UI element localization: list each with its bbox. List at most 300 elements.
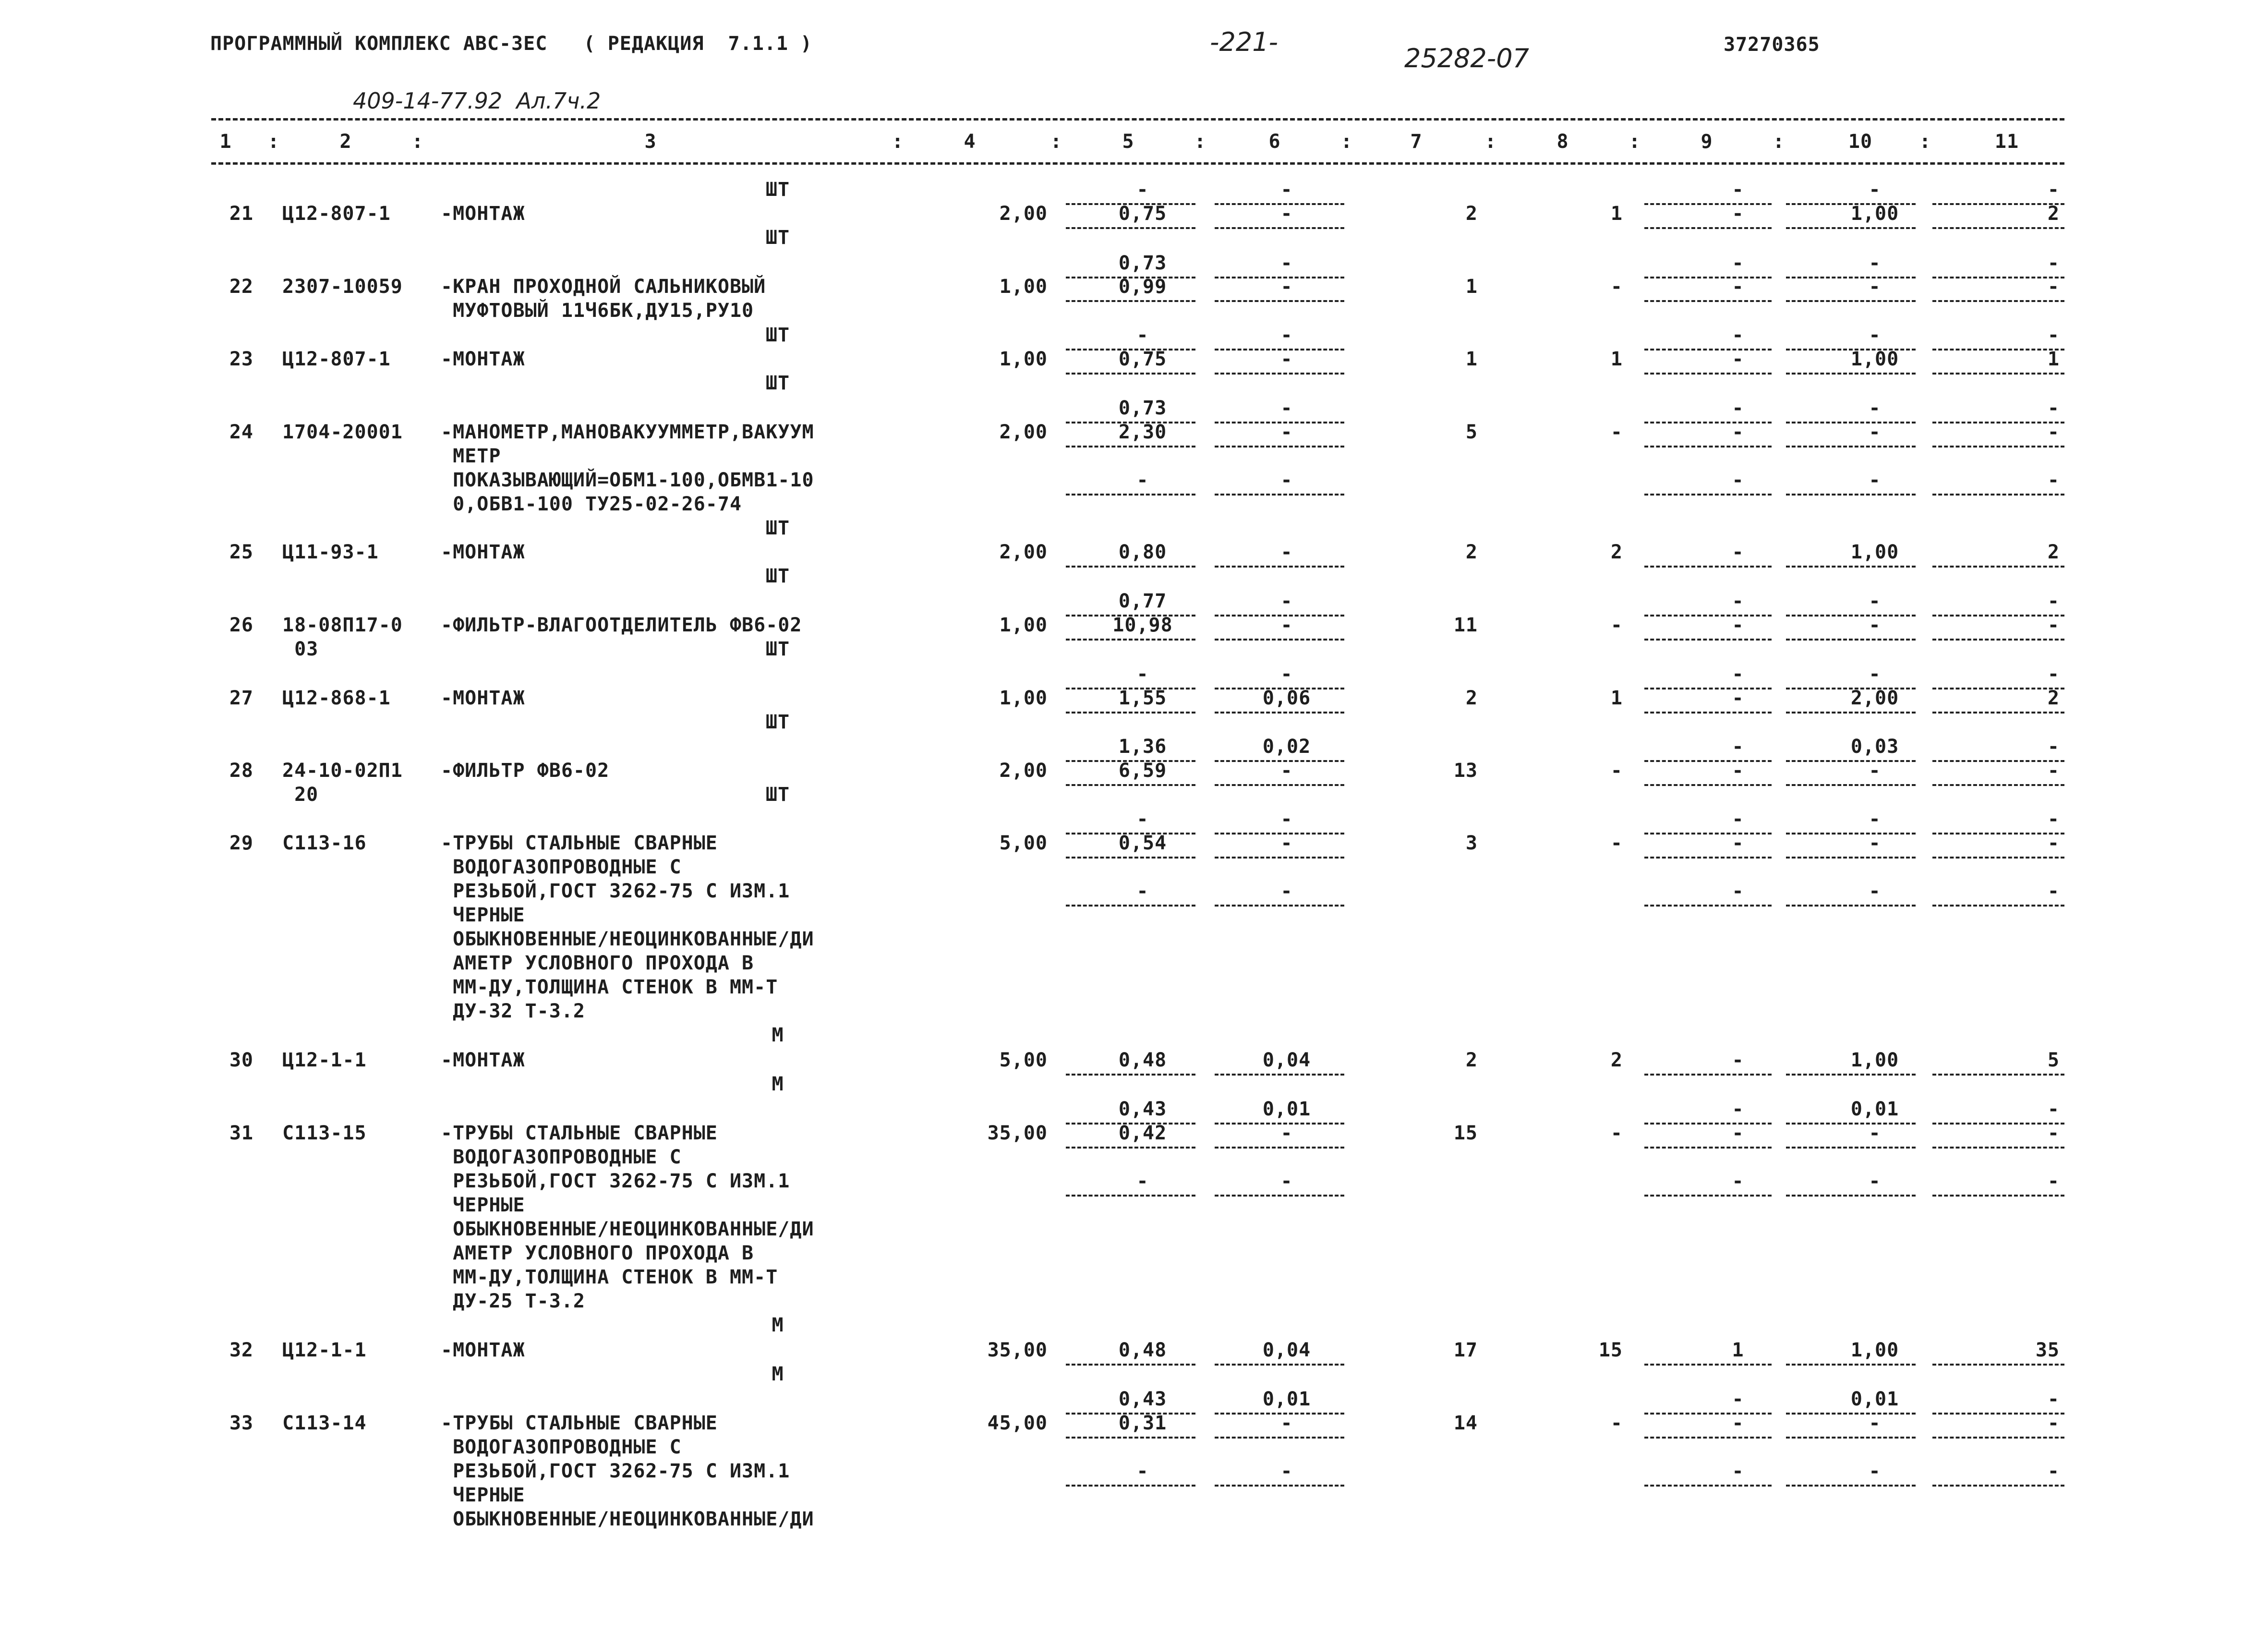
cell-underline	[1215, 300, 1344, 302]
cell-col-1: 24	[229, 421, 253, 443]
cell-underline	[1644, 833, 1772, 835]
cell-underline	[1066, 494, 1195, 496]
cell-underline	[1644, 1074, 1772, 1076]
cell-col-9: -	[1732, 1460, 1744, 1482]
cell-col-3: ШТ	[765, 711, 790, 733]
cell-underline	[1786, 639, 1916, 641]
cell-col-6: -	[1280, 179, 1293, 201]
cell-col-3: ПОКАЗЫВАЮЩИЙ=ОБМ1-100,ОБМВ1-10	[441, 469, 814, 491]
cell-col-3: ВОДОГАЗОПРОВОДНЫЕ С	[441, 1436, 682, 1458]
document-code: 37270365	[1724, 34, 1820, 56]
cell-col-11: -	[2047, 421, 2060, 443]
cell-col-9: -	[1732, 687, 1744, 709]
cell-col-3: АМЕТР УСЛОВНОГО ПРОХОДА В	[441, 1242, 754, 1264]
cell-underline	[1644, 373, 1772, 375]
cell-col-11: -	[2047, 590, 2060, 612]
cell-col-11: 2	[2047, 203, 2060, 225]
cell-col-3: -МОНТАЖ	[441, 348, 525, 370]
cell-underline	[1932, 615, 2064, 617]
cell-col-5: -	[1136, 880, 1149, 902]
cell-underline	[1786, 857, 1916, 859]
cell-col-5: 0,75	[1118, 348, 1167, 370]
cell-underline	[1215, 1195, 1344, 1197]
cell-col-9: -	[1732, 880, 1744, 902]
cell-underline	[1932, 1147, 2064, 1149]
cell-col-8: -	[1610, 760, 1623, 782]
cell-underline	[1215, 422, 1344, 423]
cell-underline	[1644, 1195, 1772, 1197]
cell-col-8: 2	[1610, 541, 1623, 563]
cell-col-9: -	[1732, 760, 1744, 782]
cell-col-6: -	[1280, 276, 1293, 298]
cell-col-10: 0,03	[1850, 736, 1899, 758]
cell-underline	[1932, 760, 2064, 762]
cell-underline	[1786, 277, 1916, 278]
cell-underline	[1215, 1147, 1344, 1149]
cell-col-9: -	[1732, 1388, 1744, 1410]
cell-col-5: 0,48	[1118, 1339, 1167, 1361]
cell-col-6: -	[1280, 1460, 1293, 1482]
cell-col-7: 2	[1465, 1049, 1478, 1071]
cell-underline	[1644, 1437, 1772, 1439]
cell-col-7: 1	[1465, 348, 1478, 370]
cell-col-5: 0,75	[1118, 203, 1167, 225]
cell-col-9: -	[1732, 276, 1744, 298]
cell-underline	[1786, 1413, 1916, 1415]
cell-col-11: -	[2047, 614, 2060, 636]
sheet-reference: 409-14-77.92 Ал.7ч.2	[353, 88, 601, 114]
cell-underline	[1644, 300, 1772, 302]
cell-col-8: -	[1610, 614, 1623, 636]
cell-col-11: 2	[2047, 541, 2060, 563]
cell-col-5: 1,55	[1118, 687, 1167, 709]
cell-col-2: 2307-10059	[282, 276, 403, 298]
cell-col-6: -	[1280, 832, 1293, 854]
cell-underline	[1644, 905, 1772, 907]
cell-col-8: 2	[1610, 1049, 1623, 1071]
cell-col-10: 1,00	[1850, 541, 1899, 563]
cell-underline	[1932, 688, 2064, 689]
cell-underline	[1066, 446, 1195, 448]
cell-underline	[1786, 494, 1916, 496]
cell-col-3: ШТ	[765, 324, 790, 346]
cell-underline	[1786, 712, 1916, 714]
cell-col-2: Ц12-807-1	[282, 348, 391, 370]
cell-underline	[1932, 784, 2064, 786]
cell-col-6: -	[1280, 252, 1293, 274]
cell-col-1: 29	[229, 832, 253, 854]
cell-col-4: 5,00	[999, 832, 1048, 854]
cell-col-10: -	[1869, 880, 1881, 902]
cell-col-5: 10,98	[1112, 614, 1173, 636]
cell-underline	[1786, 1437, 1916, 1439]
cell-underline	[1644, 1485, 1772, 1487]
cell-col-11: -	[2047, 276, 2060, 298]
header-rule-top	[211, 118, 2064, 121]
cell-col-9: -	[1732, 1412, 1744, 1434]
cell-col-4: 45,00	[987, 1412, 1048, 1434]
cell-col-8: 1	[1610, 348, 1623, 370]
cell-col-3: ДУ-32 Т-3.2	[441, 1000, 585, 1022]
cell-col-5: 2,30	[1118, 421, 1167, 443]
cell-underline	[1066, 1147, 1195, 1149]
cell-col-4: 1,00	[999, 687, 1048, 709]
cell-underline	[1066, 227, 1195, 229]
cell-col-11: -	[2047, 1412, 2060, 1434]
cell-underline	[1932, 1437, 2064, 1439]
cell-col-10: -	[1869, 1170, 1881, 1192]
cell-col-8: -	[1610, 1412, 1623, 1434]
cell-underline	[1786, 1195, 1916, 1197]
cell-underline	[1932, 422, 2064, 423]
cell-underline	[1932, 349, 2064, 351]
cell-col-10: -	[1869, 760, 1881, 782]
cell-col-1: 26	[229, 614, 253, 636]
cell-underline	[1932, 566, 2064, 568]
cell-col-1: 31	[229, 1122, 253, 1144]
cell-underline	[1932, 1195, 2064, 1197]
cell-col-3: РЕЗЬБОЙ,ГОСТ 3262-75 С ИЗМ.1	[441, 880, 790, 902]
cell-col-3: МЕТР	[441, 445, 501, 467]
cell-col-11: -	[2047, 1170, 2060, 1192]
cell-col-6: 0,01	[1262, 1098, 1311, 1120]
cell-underline	[1786, 1123, 1916, 1125]
column-header: 5	[1122, 131, 1134, 153]
cell-col-1: 28	[229, 760, 253, 782]
cell-col-8: 15	[1598, 1339, 1623, 1361]
cell-col-10: 0,01	[1850, 1388, 1899, 1410]
cell-col-4: 35,00	[987, 1122, 1048, 1144]
cell-underline	[1786, 1485, 1916, 1487]
cell-underline	[1932, 227, 2064, 229]
cell-col-7: 1	[1465, 276, 1478, 298]
cell-col-9: -	[1732, 1098, 1744, 1120]
cell-underline	[1786, 905, 1916, 907]
cell-col-3: -МОНТАЖ	[441, 1339, 525, 1361]
cell-col-2: 1704-20001	[282, 421, 403, 443]
cell-col-6: -	[1280, 663, 1293, 685]
cell-underline	[1215, 227, 1344, 229]
cell-col-5: 0,73	[1118, 397, 1167, 419]
cell-col-10: 0,01	[1850, 1098, 1899, 1120]
cell-col-3: М	[772, 1073, 784, 1095]
cell-col-9: -	[1732, 179, 1744, 201]
cell-col-10: -	[1869, 324, 1881, 346]
cell-underline	[1932, 300, 2064, 302]
column-header: 10	[1848, 131, 1873, 153]
cell-col-9: -	[1732, 590, 1744, 612]
cell-col-11: -	[2047, 832, 2060, 854]
cell-col-4: 5,00	[999, 1049, 1048, 1071]
cell-underline	[1215, 566, 1344, 568]
cell-col-10: -	[1869, 1122, 1881, 1144]
cell-col-4: 1,00	[999, 276, 1048, 298]
cell-col-3: -МОНТАЖ	[441, 541, 525, 563]
column-separator: :	[1919, 131, 1931, 153]
cell-underline	[1644, 784, 1772, 786]
cell-col-6: -	[1280, 590, 1293, 612]
cell-col-3: ММ-ДУ,ТОЛЩИНА СТЕНОК В ММ-Т	[441, 976, 778, 998]
column-header: 1	[219, 131, 232, 153]
cell-col-11: -	[2047, 760, 2060, 782]
cell-underline	[1215, 349, 1344, 351]
cell-col-1: 25	[229, 541, 253, 563]
cell-col-5: -	[1136, 1460, 1149, 1482]
cell-underline	[1786, 1147, 1916, 1149]
column-header: 2	[339, 131, 352, 153]
column-separator: :	[1194, 131, 1206, 153]
column-header: 3	[644, 131, 657, 153]
cell-col-5: 0,54	[1118, 832, 1167, 854]
cell-col-6: -	[1280, 397, 1293, 419]
cell-col-11: -	[2047, 736, 2060, 758]
cell-col-3: -ФИЛЬТР-ВЛАГООТДЕЛИТЕЛЬ ФВ6-02	[441, 614, 802, 636]
cell-col-2: Ц12-1-1	[282, 1339, 367, 1361]
cell-col-11: -	[2047, 179, 2060, 201]
cell-col-2: 20	[282, 784, 319, 806]
cell-underline	[1786, 566, 1916, 568]
cell-col-1: 32	[229, 1339, 253, 1361]
cell-col-5: 1,36	[1118, 736, 1167, 758]
cell-underline	[1932, 833, 2064, 835]
cell-col-9: -	[1732, 324, 1744, 346]
cell-col-3: ШТ	[765, 784, 790, 806]
cell-col-11: -	[2047, 1098, 2060, 1120]
cell-col-1: 22	[229, 276, 253, 298]
cell-col-9: -	[1732, 1122, 1744, 1144]
cell-col-6: -	[1280, 324, 1293, 346]
cell-col-7: 15	[1453, 1122, 1478, 1144]
cell-underline	[1215, 760, 1344, 762]
cell-col-3: -ТРУБЫ СТАЛЬНЫЕ СВАРНЫЕ	[441, 832, 718, 854]
cell-col-5: -	[1136, 808, 1149, 830]
cell-col-6: -	[1280, 880, 1293, 902]
cell-underline	[1644, 639, 1772, 641]
cell-col-11: -	[2047, 397, 2060, 419]
cell-col-3: ШТ	[765, 227, 790, 249]
cell-col-3: ОБЫКНОВЕННЫЕ/НЕОЦИНКОВАННЫЕ/ДИ	[441, 928, 814, 950]
document-number: 25282-07	[1404, 43, 1529, 73]
cell-underline	[1066, 1074, 1195, 1076]
cell-col-6: -	[1280, 760, 1293, 782]
cell-col-9: -	[1732, 663, 1744, 685]
cell-col-10: -	[1869, 832, 1881, 854]
cell-col-2: С113-15	[282, 1122, 367, 1144]
cell-col-9: 1	[1732, 1339, 1744, 1361]
cell-col-3: ВОДОГАЗОПРОВОДНЫЕ С	[441, 856, 682, 878]
cell-col-6: -	[1280, 203, 1293, 225]
cell-col-11: -	[2047, 1122, 2060, 1144]
cell-col-5: -	[1136, 179, 1149, 201]
cell-col-7: 2	[1465, 203, 1478, 225]
cell-underline	[1644, 1123, 1772, 1125]
column-separator: :	[1050, 131, 1062, 153]
cell-col-1: 23	[229, 348, 253, 370]
cell-underline	[1066, 1437, 1195, 1439]
cell-col-7: 3	[1465, 832, 1478, 854]
cell-col-3: -КРАН ПРОХОДНОЙ САЛЬНИКОВЫЙ	[441, 276, 766, 298]
cell-underline	[1215, 639, 1344, 641]
cell-underline	[1066, 784, 1195, 786]
cell-col-5: 0,42	[1118, 1122, 1167, 1144]
cell-col-1: 21	[229, 203, 253, 225]
cell-underline	[1215, 494, 1344, 496]
cell-col-10: 2,00	[1850, 687, 1899, 709]
column-separator: :	[1773, 131, 1785, 153]
cell-col-11: -	[2047, 469, 2060, 491]
cell-col-5: 0,31	[1118, 1412, 1167, 1434]
cell-underline	[1644, 566, 1772, 568]
cell-col-9: -	[1732, 832, 1744, 854]
cell-underline	[1215, 712, 1344, 714]
cell-underline	[1066, 905, 1195, 907]
cell-col-3: ШТ	[765, 565, 790, 587]
cell-col-9: -	[1732, 421, 1744, 443]
cell-underline	[1644, 712, 1772, 714]
cell-col-10: -	[1869, 590, 1881, 612]
cell-col-2: 24-10-02П1	[282, 760, 403, 782]
cell-col-10: 1,00	[1850, 348, 1899, 370]
header-rule-bottom	[211, 162, 2064, 165]
cell-col-10: 1,00	[1850, 1049, 1899, 1071]
cell-col-10: 1,00	[1850, 1339, 1899, 1361]
cell-underline	[1644, 446, 1772, 448]
cell-col-3: -ТРУБЫ СТАЛЬНЫЕ СВАРНЫЕ	[441, 1412, 718, 1434]
cell-underline	[1215, 833, 1344, 835]
cell-col-3: -МАНОМЕТР,МАНОВАКУУММЕТР,ВАКУУМ	[441, 421, 814, 443]
cell-col-6: 0,02	[1262, 736, 1311, 758]
cell-col-5: 0,43	[1118, 1098, 1167, 1120]
cell-col-2: 18-08П17-0	[282, 614, 403, 636]
cell-col-11: -	[2047, 808, 2060, 830]
cell-col-7: 14	[1453, 1412, 1478, 1434]
cell-underline	[1932, 203, 2064, 205]
cell-col-3: 0,ОБВ1-100 ТУ25-02-26-74	[441, 493, 742, 515]
cell-col-4: 1,00	[999, 614, 1048, 636]
cell-col-9: -	[1732, 1170, 1744, 1192]
cell-underline	[1644, 422, 1772, 423]
cell-col-8: -	[1610, 421, 1623, 443]
cell-underline	[1644, 1364, 1772, 1366]
cell-underline	[1215, 1074, 1344, 1076]
cell-underline	[1066, 300, 1195, 302]
cell-col-3: -ТРУБЫ СТАЛЬНЫЕ СВАРНЫЕ	[441, 1122, 718, 1144]
cell-underline	[1932, 905, 2064, 907]
cell-underline	[1215, 905, 1344, 907]
cell-col-5: 0,99	[1118, 276, 1167, 298]
cell-col-9: -	[1732, 614, 1744, 636]
cell-col-11: 1	[2047, 348, 2060, 370]
cell-col-11: 35	[2035, 1339, 2060, 1361]
cell-col-10: -	[1869, 1460, 1881, 1482]
cell-col-6: -	[1280, 1412, 1293, 1434]
cell-underline	[1786, 300, 1916, 302]
cell-underline	[1215, 1123, 1344, 1125]
cell-underline	[1644, 615, 1772, 617]
cell-underline	[1215, 373, 1344, 375]
cell-underline	[1215, 784, 1344, 786]
cell-underline	[1215, 1413, 1344, 1415]
cell-col-11: -	[2047, 252, 2060, 274]
cell-col-5: -	[1136, 324, 1149, 346]
cell-col-11: -	[2047, 663, 2060, 685]
cell-underline	[1644, 494, 1772, 496]
cell-col-6: -	[1280, 1122, 1293, 1144]
cell-col-10: -	[1869, 469, 1881, 491]
cell-col-11: -	[2047, 1388, 2060, 1410]
cell-underline	[1066, 712, 1195, 714]
cell-col-5: 6,59	[1118, 760, 1167, 782]
cell-underline	[1644, 857, 1772, 859]
cell-col-10: -	[1869, 397, 1881, 419]
cell-col-9: -	[1732, 469, 1744, 491]
cell-col-4: 2,00	[999, 203, 1048, 225]
cell-col-2: Ц12-1-1	[282, 1049, 367, 1071]
cell-col-3: -ФИЛЬТР ФВ6-02	[441, 760, 610, 782]
column-header: 11	[1994, 131, 2019, 153]
cell-col-3: ЧЕРНЫЕ	[441, 904, 525, 926]
cell-underline	[1786, 446, 1916, 448]
cell-col-3: ОБЫКНОВЕННЫЕ/НЕОЦИНКОВАННЫЕ/ДИ	[441, 1508, 814, 1530]
cell-underline	[1215, 1364, 1344, 1366]
cell-col-6: -	[1280, 614, 1293, 636]
cell-underline	[1932, 857, 2064, 859]
cell-col-4: 1,00	[999, 348, 1048, 370]
cell-col-6: 0,06	[1262, 687, 1311, 709]
cell-col-9: -	[1732, 203, 1744, 225]
cell-col-2: Ц12-807-1	[282, 203, 391, 225]
cell-col-8: -	[1610, 832, 1623, 854]
cell-col-7: 11	[1453, 614, 1478, 636]
cell-col-6: 0,04	[1262, 1339, 1311, 1361]
cell-underline	[1066, 1485, 1195, 1487]
cell-col-3: ШТ	[765, 517, 790, 539]
cell-underline	[1066, 1364, 1195, 1366]
cell-underline	[1215, 1437, 1344, 1439]
cell-underline	[1932, 494, 2064, 496]
cell-col-6: -	[1280, 421, 1293, 443]
cell-col-3: ММ-ДУ,ТОЛЩИНА СТЕНОК В ММ-Т	[441, 1266, 778, 1288]
cell-col-3: ШТ	[765, 638, 790, 660]
cell-underline	[1786, 227, 1916, 229]
cell-col-5: 0,43	[1118, 1388, 1167, 1410]
cell-underline	[1786, 833, 1916, 835]
cell-col-4: 2,00	[999, 541, 1048, 563]
cell-col-5: -	[1136, 1170, 1149, 1192]
cell-col-7: 2	[1465, 687, 1478, 709]
cell-underline	[1215, 857, 1344, 859]
program-header: ПРОГРАММНЫЙ КОМПЛЕКС АВС-ЗЕС ( РЕДАКЦИЯ 7.1.1 )	[210, 33, 813, 55]
cell-col-4: 35,00	[987, 1339, 1048, 1361]
cell-col-10: -	[1869, 421, 1881, 443]
column-header: 4	[964, 131, 976, 153]
cell-col-3: МУФТОВЫЙ 11Ч6БК,ДУ15,РУ10	[441, 300, 754, 322]
cell-underline	[1215, 203, 1344, 205]
cell-col-3: -МОНТАЖ	[441, 687, 525, 709]
column-header: 7	[1410, 131, 1423, 153]
cell-col-5: 0,77	[1118, 590, 1167, 612]
cell-underline	[1215, 446, 1344, 448]
cell-underline	[1786, 422, 1916, 423]
cell-col-9: -	[1732, 1049, 1744, 1071]
cell-col-3: ШТ	[765, 372, 790, 394]
column-separator: :	[892, 131, 904, 153]
cell-underline	[1932, 639, 2064, 641]
cell-col-3: М	[772, 1314, 784, 1336]
cell-underline	[1644, 760, 1772, 762]
cell-col-2: 03	[282, 638, 319, 660]
cell-underline	[1215, 277, 1344, 278]
